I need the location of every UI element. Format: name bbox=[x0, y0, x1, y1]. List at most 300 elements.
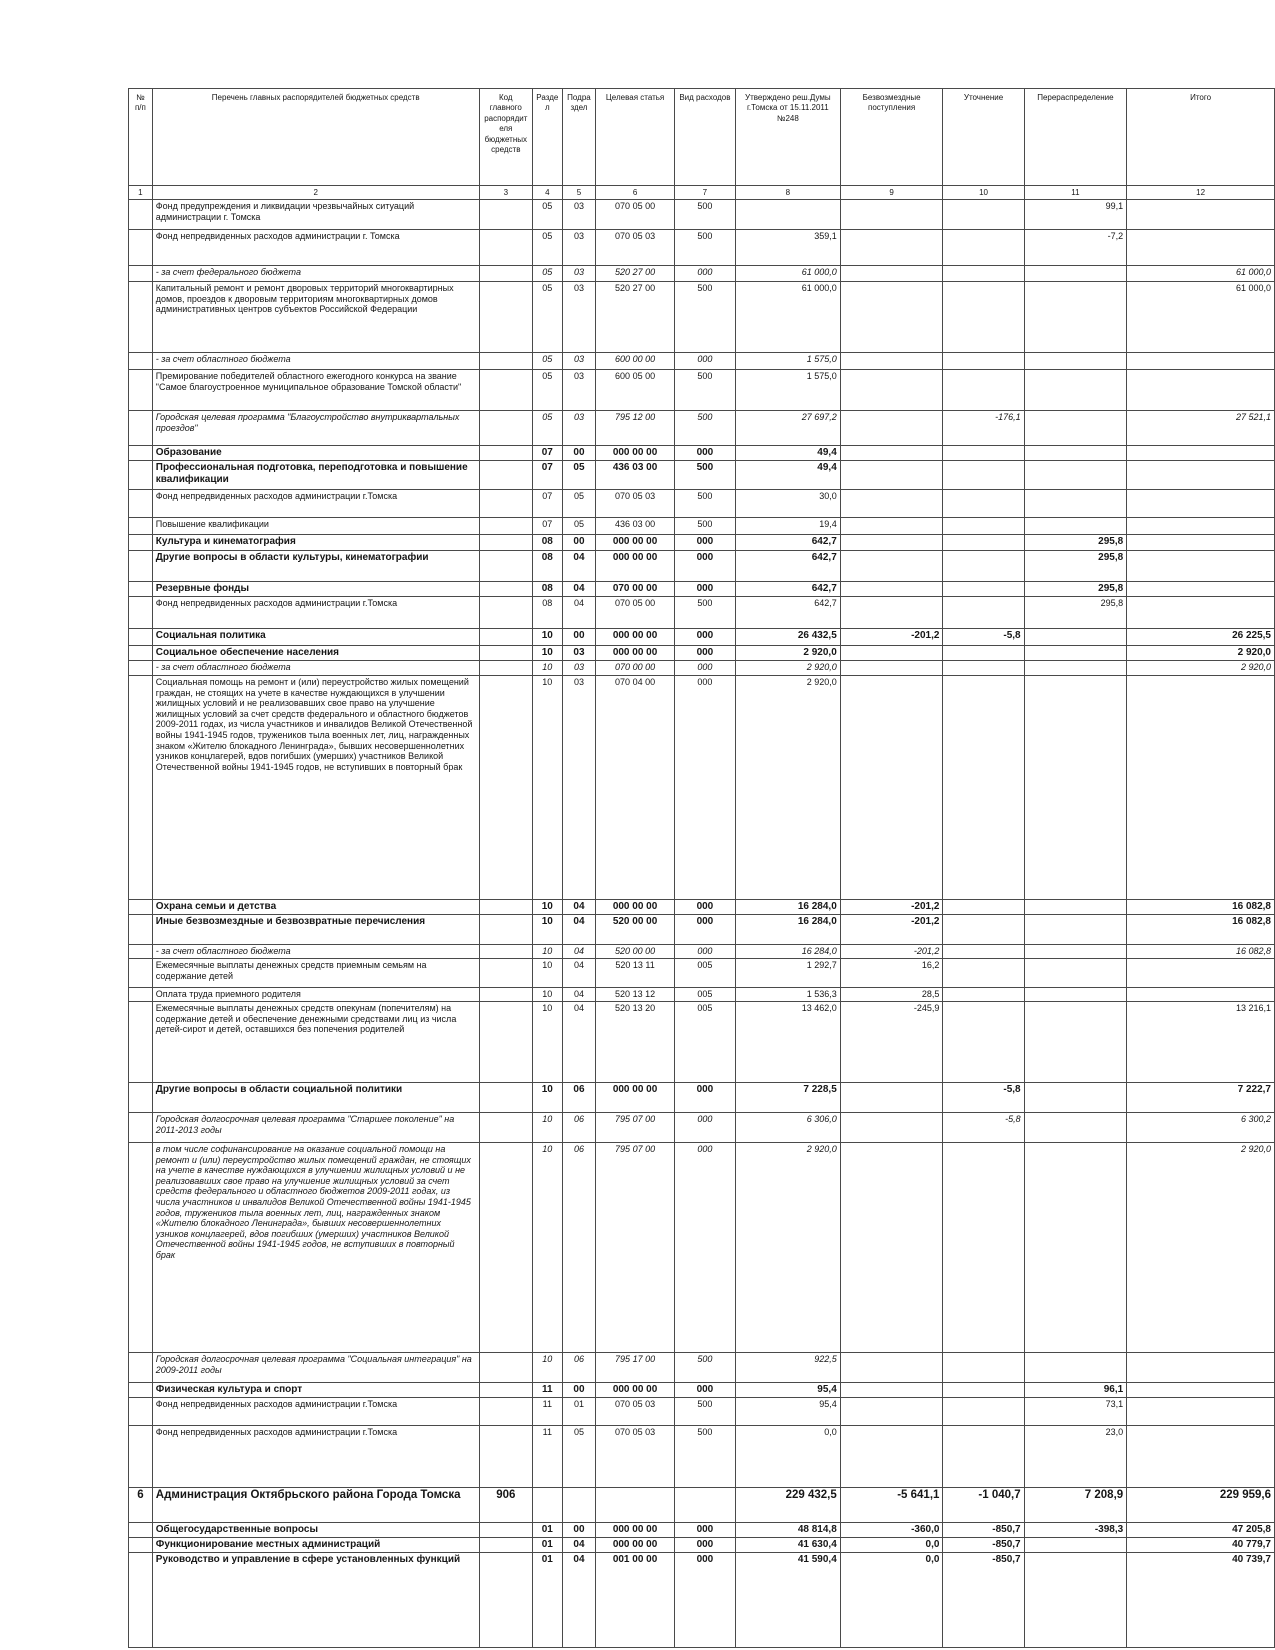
cell-approved: 0,0 bbox=[735, 1426, 840, 1488]
cell-bezvozm bbox=[840, 551, 943, 582]
cell-code bbox=[479, 676, 532, 900]
cell-name: Ежемесячные выплаты денежных средств приемным семьям на содержание детей bbox=[152, 959, 479, 988]
column-number: 5 bbox=[562, 186, 596, 200]
cell-name: Фонд непредвиденных расходов администрации г. Томска bbox=[152, 230, 479, 266]
cell-utochnenie bbox=[943, 988, 1024, 1002]
cell-bezvozm bbox=[840, 518, 943, 535]
cell-itogo: 2 920,0 bbox=[1127, 661, 1275, 676]
cell-article: 000 00 00 bbox=[596, 1083, 675, 1113]
cell-approved: 30,0 bbox=[735, 490, 840, 518]
cell-approved: 16 284,0 bbox=[735, 900, 840, 915]
cell-name: Премирование победителей областного ежегодного конкурса на звание "Самое благоустроенное муниципальное образование Томской области" bbox=[152, 370, 479, 411]
cell-razdel: 01 bbox=[532, 1523, 562, 1538]
cell-vid: 500 bbox=[674, 370, 735, 411]
cell-pereraspred bbox=[1024, 1353, 1127, 1383]
cell-razdel: 11 bbox=[532, 1426, 562, 1488]
cell-code bbox=[479, 200, 532, 230]
cell-vid: 000 bbox=[674, 1113, 735, 1143]
cell-pereraspred bbox=[1024, 518, 1127, 535]
cell-num bbox=[129, 915, 153, 945]
cell-razdel: 10 bbox=[532, 661, 562, 676]
cell-itogo bbox=[1127, 597, 1275, 629]
cell-bezvozm: -360,0 bbox=[840, 1523, 943, 1538]
column-number: 6 bbox=[596, 186, 675, 200]
cell-name: Охрана семьи и детства bbox=[152, 900, 479, 915]
cell-utochnenie bbox=[943, 266, 1024, 282]
cell-bezvozm bbox=[840, 582, 943, 597]
table-row bbox=[129, 676, 1275, 900]
cell-num bbox=[129, 597, 153, 629]
cell-num bbox=[129, 1113, 153, 1143]
column-header-pereraspred: Перераспределение bbox=[1024, 89, 1127, 186]
cell-vid: 500 bbox=[674, 230, 735, 266]
column-header-utochnenie: Уточнение bbox=[943, 89, 1024, 186]
table-row bbox=[129, 661, 1275, 676]
cell-article: 795 07 00 bbox=[596, 1143, 675, 1353]
cell-bezvozm bbox=[840, 353, 943, 370]
cell-podrazdel: 03 bbox=[562, 200, 596, 230]
cell-approved: 26 432,5 bbox=[735, 629, 840, 646]
cell-num: 6 bbox=[129, 1488, 153, 1523]
table-row bbox=[129, 282, 1275, 353]
cell-article: 000 00 00 bbox=[596, 1538, 675, 1553]
cell-itogo: 2 920,0 bbox=[1127, 1143, 1275, 1353]
cell-pereraspred bbox=[1024, 1538, 1127, 1553]
cell-vid: 500 bbox=[674, 461, 735, 490]
table-row bbox=[129, 1538, 1275, 1553]
cell-vid: 005 bbox=[674, 959, 735, 988]
table-row bbox=[129, 1353, 1275, 1383]
cell-podrazdel: 04 bbox=[562, 915, 596, 945]
cell-itogo: 16 082,8 bbox=[1127, 945, 1275, 959]
cell-itogo bbox=[1127, 676, 1275, 900]
cell-pereraspred bbox=[1024, 446, 1127, 461]
cell-num bbox=[129, 959, 153, 988]
cell-utochnenie: -850,7 bbox=[943, 1552, 1024, 1647]
cell-bezvozm: 0,0 bbox=[840, 1538, 943, 1553]
table-row bbox=[129, 1002, 1275, 1083]
cell-razdel: 07 bbox=[532, 446, 562, 461]
budget-sheet bbox=[128, 88, 1275, 1648]
cell-article: 000 00 00 bbox=[596, 551, 675, 582]
cell-code bbox=[479, 900, 532, 915]
cell-pereraspred bbox=[1024, 461, 1127, 490]
cell-itogo: 7 222,7 bbox=[1127, 1083, 1275, 1113]
cell-article: 520 13 12 bbox=[596, 988, 675, 1002]
cell-vid: 000 bbox=[674, 915, 735, 945]
table-header bbox=[129, 89, 1275, 200]
cell-article: 000 00 00 bbox=[596, 646, 675, 661]
cell-pereraspred bbox=[1024, 945, 1127, 959]
cell-utochnenie bbox=[943, 551, 1024, 582]
cell-podrazdel: 04 bbox=[562, 959, 596, 988]
cell-utochnenie bbox=[943, 518, 1024, 535]
cell-article: 520 13 20 bbox=[596, 1002, 675, 1083]
cell-code bbox=[479, 490, 532, 518]
cell-razdel: 10 bbox=[532, 1353, 562, 1383]
cell-approved: 642,7 bbox=[735, 597, 840, 629]
column-header-itogo: Итого bbox=[1127, 89, 1275, 186]
cell-pereraspred: 295,8 bbox=[1024, 582, 1127, 597]
cell-approved: 61 000,0 bbox=[735, 282, 840, 353]
cell-utochnenie bbox=[943, 461, 1024, 490]
cell-itogo: 16 082,8 bbox=[1127, 900, 1275, 915]
cell-utochnenie: -850,7 bbox=[943, 1523, 1024, 1538]
cell-approved: 1 292,7 bbox=[735, 959, 840, 988]
cell-bezvozm bbox=[840, 1426, 943, 1488]
column-number: 1 bbox=[129, 186, 153, 200]
cell-article: 070 05 03 bbox=[596, 1398, 675, 1426]
cell-razdel: 05 bbox=[532, 266, 562, 282]
cell-name: Образование bbox=[152, 446, 479, 461]
cell-approved: 95,4 bbox=[735, 1398, 840, 1426]
cell-vid: 500 bbox=[674, 597, 735, 629]
cell-vid: 000 bbox=[674, 1143, 735, 1353]
cell-itogo bbox=[1127, 1426, 1275, 1488]
cell-utochnenie bbox=[943, 230, 1024, 266]
cell-num bbox=[129, 1083, 153, 1113]
cell-code bbox=[479, 1523, 532, 1538]
cell-bezvozm: 28,5 bbox=[840, 988, 943, 1002]
cell-razdel: 05 bbox=[532, 200, 562, 230]
cell-bezvozm bbox=[840, 282, 943, 353]
cell-bezvozm: 0,0 bbox=[840, 1552, 943, 1647]
cell-code bbox=[479, 535, 532, 551]
cell-vid: 500 bbox=[674, 1426, 735, 1488]
cell-num bbox=[129, 266, 153, 282]
cell-approved: 1 575,0 bbox=[735, 353, 840, 370]
cell-code bbox=[479, 661, 532, 676]
cell-article: 070 05 00 bbox=[596, 200, 675, 230]
cell-pereraspred bbox=[1024, 646, 1127, 661]
cell-name: - за счет областного бюджета bbox=[152, 661, 479, 676]
cell-podrazdel: 06 bbox=[562, 1083, 596, 1113]
cell-article: 436 03 00 bbox=[596, 461, 675, 490]
cell-approved: 642,7 bbox=[735, 551, 840, 582]
cell-pereraspred bbox=[1024, 353, 1127, 370]
cell-num bbox=[129, 900, 153, 915]
cell-itogo bbox=[1127, 1353, 1275, 1383]
cell-itogo bbox=[1127, 461, 1275, 490]
cell-name: Оплата труда приемного родителя bbox=[152, 988, 479, 1002]
cell-razdel: 10 bbox=[532, 1143, 562, 1353]
cell-num bbox=[129, 535, 153, 551]
column-header-num: № п/п bbox=[129, 89, 153, 186]
cell-bezvozm: -201,2 bbox=[840, 629, 943, 646]
cell-name: Фонд непредвиденных расходов администрации г.Томска bbox=[152, 1398, 479, 1426]
cell-name: Городская долгосрочная целевая программа "Старшее поколение" на 2011-2013 годы bbox=[152, 1113, 479, 1143]
cell-itogo bbox=[1127, 1383, 1275, 1398]
cell-approved: 6 306,0 bbox=[735, 1113, 840, 1143]
cell-razdel: 10 bbox=[532, 988, 562, 1002]
cell-itogo: 229 959,6 bbox=[1127, 1488, 1275, 1523]
cell-bezvozm: -5 641,1 bbox=[840, 1488, 943, 1523]
cell-razdel: 08 bbox=[532, 551, 562, 582]
cell-name: Общегосударственные вопросы bbox=[152, 1523, 479, 1538]
table-row bbox=[129, 411, 1275, 446]
cell-utochnenie bbox=[943, 1143, 1024, 1353]
cell-podrazdel: 04 bbox=[562, 988, 596, 1002]
cell-code bbox=[479, 1398, 532, 1426]
cell-code bbox=[479, 988, 532, 1002]
cell-podrazdel: 03 bbox=[562, 353, 596, 370]
cell-podrazdel: 06 bbox=[562, 1353, 596, 1383]
cell-approved: 922,5 bbox=[735, 1353, 840, 1383]
table-row bbox=[129, 446, 1275, 461]
cell-name: Резервные фонды bbox=[152, 582, 479, 597]
cell-bezvozm bbox=[840, 1353, 943, 1383]
cell-utochnenie bbox=[943, 915, 1024, 945]
cell-pereraspred: 99,1 bbox=[1024, 200, 1127, 230]
cell-article: 000 00 00 bbox=[596, 629, 675, 646]
cell-bezvozm: -245,9 bbox=[840, 1002, 943, 1083]
cell-code bbox=[479, 1552, 532, 1647]
cell-vid bbox=[674, 1488, 735, 1523]
column-number: 9 bbox=[840, 186, 943, 200]
cell-name: Администрация Октябрьского района Города Томска bbox=[152, 1488, 479, 1523]
cell-razdel: 05 bbox=[532, 353, 562, 370]
cell-name: - за счет областного бюджета bbox=[152, 945, 479, 959]
cell-utochnenie: -1 040,7 bbox=[943, 1488, 1024, 1523]
cell-num bbox=[129, 1353, 153, 1383]
cell-itogo bbox=[1127, 490, 1275, 518]
cell-code bbox=[479, 353, 532, 370]
table-row bbox=[129, 988, 1275, 1002]
cell-utochnenie bbox=[943, 646, 1024, 661]
cell-utochnenie bbox=[943, 582, 1024, 597]
cell-num bbox=[129, 1398, 153, 1426]
cell-podrazdel: 04 bbox=[562, 1552, 596, 1647]
cell-bezvozm: -201,2 bbox=[840, 945, 943, 959]
cell-pereraspred: -7,2 bbox=[1024, 230, 1127, 266]
column-number: 8 bbox=[735, 186, 840, 200]
cell-name: Культура и кинематография bbox=[152, 535, 479, 551]
cell-approved: 49,4 bbox=[735, 446, 840, 461]
cell-num bbox=[129, 1383, 153, 1398]
cell-vid: 000 bbox=[674, 446, 735, 461]
cell-article: 520 27 00 bbox=[596, 282, 675, 353]
cell-bezvozm bbox=[840, 535, 943, 551]
cell-code bbox=[479, 915, 532, 945]
cell-vid: 000 bbox=[674, 551, 735, 582]
cell-name: Городская целевая программа "Благоустройство внутриквартальных проездов" bbox=[152, 411, 479, 446]
cell-num bbox=[129, 230, 153, 266]
cell-itogo: 40 779,7 bbox=[1127, 1538, 1275, 1553]
cell-name: Руководство и управление в сфере установленных функций bbox=[152, 1552, 479, 1647]
cell-approved: 13 462,0 bbox=[735, 1002, 840, 1083]
cell-itogo: 6 300,2 bbox=[1127, 1113, 1275, 1143]
column-number-row bbox=[129, 186, 1275, 200]
cell-code bbox=[479, 582, 532, 597]
column-number: 12 bbox=[1127, 186, 1275, 200]
cell-podrazdel: 04 bbox=[562, 900, 596, 915]
cell-num bbox=[129, 282, 153, 353]
cell-num bbox=[129, 945, 153, 959]
cell-itogo: 40 739,7 bbox=[1127, 1552, 1275, 1647]
cell-utochnenie bbox=[943, 900, 1024, 915]
cell-name: Повышение квалификации bbox=[152, 518, 479, 535]
cell-pereraspred bbox=[1024, 490, 1127, 518]
cell-approved: 642,7 bbox=[735, 535, 840, 551]
table-row bbox=[129, 1552, 1275, 1647]
cell-num bbox=[129, 1538, 153, 1553]
cell-itogo bbox=[1127, 988, 1275, 1002]
cell-article: 070 00 00 bbox=[596, 661, 675, 676]
cell-podrazdel: 06 bbox=[562, 1143, 596, 1353]
cell-pereraspred bbox=[1024, 959, 1127, 988]
cell-name: Профессиональная подготовка, переподготовка и повышение квалификации bbox=[152, 461, 479, 490]
cell-code bbox=[479, 646, 532, 661]
cell-bezvozm bbox=[840, 1398, 943, 1426]
cell-name: в том числе софинансирование на оказание социальной помощи на ремонт и (или) переустройство жилых помещений граждан, не стоящих на учете в качестве нуждающихся в улучшении жилищных условий и не реализовавших свое право на улучшение жилищных условий за счет средств федерального и областного бюджетов 2009-2011 годах, из числа участников и инвалидов Великой Отечественной войны 1941-1945 годов, тружеников тыла военных лет, лиц, награжденных знаком «Жителю блокадного Ленинграда», бывших несовершеннолетних узников концлагерей, вдов погибших (умерших) участников Великой Отечественной войны 1941-1945 годов, не вступивших в повторный брак bbox=[152, 1143, 479, 1353]
cell-pereraspred bbox=[1024, 915, 1127, 945]
cell-razdel: 10 bbox=[532, 629, 562, 646]
cell-article: 795 17 00 bbox=[596, 1353, 675, 1383]
budget-table-body bbox=[129, 200, 1275, 1648]
cell-approved: 16 284,0 bbox=[735, 945, 840, 959]
cell-itogo bbox=[1127, 1398, 1275, 1426]
cell-approved: 642,7 bbox=[735, 582, 840, 597]
cell-pereraspred bbox=[1024, 900, 1127, 915]
table-row bbox=[129, 1113, 1275, 1143]
cell-utochnenie: -5,8 bbox=[943, 1113, 1024, 1143]
cell-razdel bbox=[532, 1488, 562, 1523]
cell-razdel: 05 bbox=[532, 230, 562, 266]
cell-name: Другие вопросы в области культуры, кинематографии bbox=[152, 551, 479, 582]
column-header-code: Код главного распорядителя бюджетных средств bbox=[479, 89, 532, 186]
cell-article: 520 00 00 bbox=[596, 915, 675, 945]
cell-razdel: 10 bbox=[532, 1002, 562, 1083]
cell-razdel: 07 bbox=[532, 518, 562, 535]
cell-article: 520 13 11 bbox=[596, 959, 675, 988]
cell-approved: 2 920,0 bbox=[735, 661, 840, 676]
cell-bezvozm bbox=[840, 266, 943, 282]
cell-approved: 2 920,0 bbox=[735, 646, 840, 661]
cell-name: Городская долгосрочная целевая программа "Социальная интеграция" на 2009-2011 годы bbox=[152, 1353, 479, 1383]
cell-pereraspred: 23,0 bbox=[1024, 1426, 1127, 1488]
cell-approved: 19,4 bbox=[735, 518, 840, 535]
cell-code bbox=[479, 230, 532, 266]
cell-razdel: 07 bbox=[532, 461, 562, 490]
cell-article: 000 00 00 bbox=[596, 1383, 675, 1398]
cell-code bbox=[479, 370, 532, 411]
cell-bezvozm bbox=[840, 1083, 943, 1113]
cell-razdel: 11 bbox=[532, 1383, 562, 1398]
column-header-article: Целевая статья bbox=[596, 89, 675, 186]
cell-itogo bbox=[1127, 200, 1275, 230]
cell-pereraspred bbox=[1024, 1552, 1127, 1647]
cell-bezvozm bbox=[840, 370, 943, 411]
cell-num bbox=[129, 353, 153, 370]
cell-bezvozm: -201,2 bbox=[840, 900, 943, 915]
cell-num bbox=[129, 370, 153, 411]
cell-vid: 500 bbox=[674, 1398, 735, 1426]
cell-vid: 000 bbox=[674, 353, 735, 370]
table-row bbox=[129, 551, 1275, 582]
cell-article: 520 00 00 bbox=[596, 945, 675, 959]
cell-vid: 005 bbox=[674, 1002, 735, 1083]
cell-vid: 000 bbox=[674, 582, 735, 597]
cell-num bbox=[129, 461, 153, 490]
cell-pereraspred: 295,8 bbox=[1024, 535, 1127, 551]
cell-razdel: 05 bbox=[532, 282, 562, 353]
cell-itogo bbox=[1127, 959, 1275, 988]
cell-num bbox=[129, 411, 153, 446]
cell-article: 001 00 00 bbox=[596, 1552, 675, 1647]
cell-vid: 005 bbox=[674, 988, 735, 1002]
cell-pereraspred bbox=[1024, 988, 1127, 1002]
cell-bezvozm bbox=[840, 461, 943, 490]
cell-vid: 000 bbox=[674, 266, 735, 282]
table-row bbox=[129, 629, 1275, 646]
cell-razdel: 07 bbox=[532, 490, 562, 518]
cell-podrazdel: 04 bbox=[562, 551, 596, 582]
cell-vid: 500 bbox=[674, 1353, 735, 1383]
cell-pereraspred: 7 208,9 bbox=[1024, 1488, 1127, 1523]
cell-num bbox=[129, 646, 153, 661]
cell-utochnenie: -5,8 bbox=[943, 1083, 1024, 1113]
header-row bbox=[129, 89, 1275, 186]
cell-bezvozm bbox=[840, 411, 943, 446]
cell-code bbox=[479, 1143, 532, 1353]
cell-code bbox=[479, 597, 532, 629]
cell-code bbox=[479, 1113, 532, 1143]
cell-name: Фонд непредвиденных расходов администрации г.Томска bbox=[152, 1426, 479, 1488]
column-header-podrazdel: Подраздел bbox=[562, 89, 596, 186]
table-row bbox=[129, 1523, 1275, 1538]
cell-itogo: 26 225,5 bbox=[1127, 629, 1275, 646]
cell-razdel: 01 bbox=[532, 1538, 562, 1553]
cell-code bbox=[479, 551, 532, 582]
table-row bbox=[129, 1488, 1275, 1523]
cell-code bbox=[479, 959, 532, 988]
cell-razdel: 08 bbox=[532, 535, 562, 551]
cell-article: 070 05 00 bbox=[596, 597, 675, 629]
cell-podrazdel: 04 bbox=[562, 1002, 596, 1083]
cell-approved: 16 284,0 bbox=[735, 915, 840, 945]
cell-pereraspred bbox=[1024, 1083, 1127, 1113]
cell-bezvozm bbox=[840, 1113, 943, 1143]
cell-name: Социальная политика bbox=[152, 629, 479, 646]
cell-razdel: 05 bbox=[532, 411, 562, 446]
cell-article: 000 00 00 bbox=[596, 900, 675, 915]
cell-approved: 48 814,8 bbox=[735, 1523, 840, 1538]
cell-pereraspred: 73,1 bbox=[1024, 1398, 1127, 1426]
cell-vid: 000 bbox=[674, 1083, 735, 1113]
cell-razdel: 10 bbox=[532, 1083, 562, 1113]
cell-name: - за счет федерального бюджета bbox=[152, 266, 479, 282]
cell-name: Фонд непредвиденных расходов администрации г.Томска bbox=[152, 597, 479, 629]
table-row bbox=[129, 535, 1275, 551]
cell-vid: 000 bbox=[674, 676, 735, 900]
cell-podrazdel: 03 bbox=[562, 282, 596, 353]
table-row bbox=[129, 915, 1275, 945]
cell-name: - за счет областного бюджета bbox=[152, 353, 479, 370]
cell-num bbox=[129, 200, 153, 230]
budget-table bbox=[128, 88, 1275, 1648]
cell-pereraspred bbox=[1024, 1143, 1127, 1353]
cell-code bbox=[479, 1383, 532, 1398]
cell-article: 000 00 00 bbox=[596, 535, 675, 551]
cell-podrazdel: 03 bbox=[562, 676, 596, 900]
cell-podrazdel: 05 bbox=[562, 1426, 596, 1488]
cell-num bbox=[129, 1523, 153, 1538]
cell-pereraspred bbox=[1024, 282, 1127, 353]
cell-utochnenie bbox=[943, 535, 1024, 551]
cell-podrazdel bbox=[562, 1488, 596, 1523]
cell-utochnenie bbox=[943, 676, 1024, 900]
cell-vid: 000 bbox=[674, 1523, 735, 1538]
